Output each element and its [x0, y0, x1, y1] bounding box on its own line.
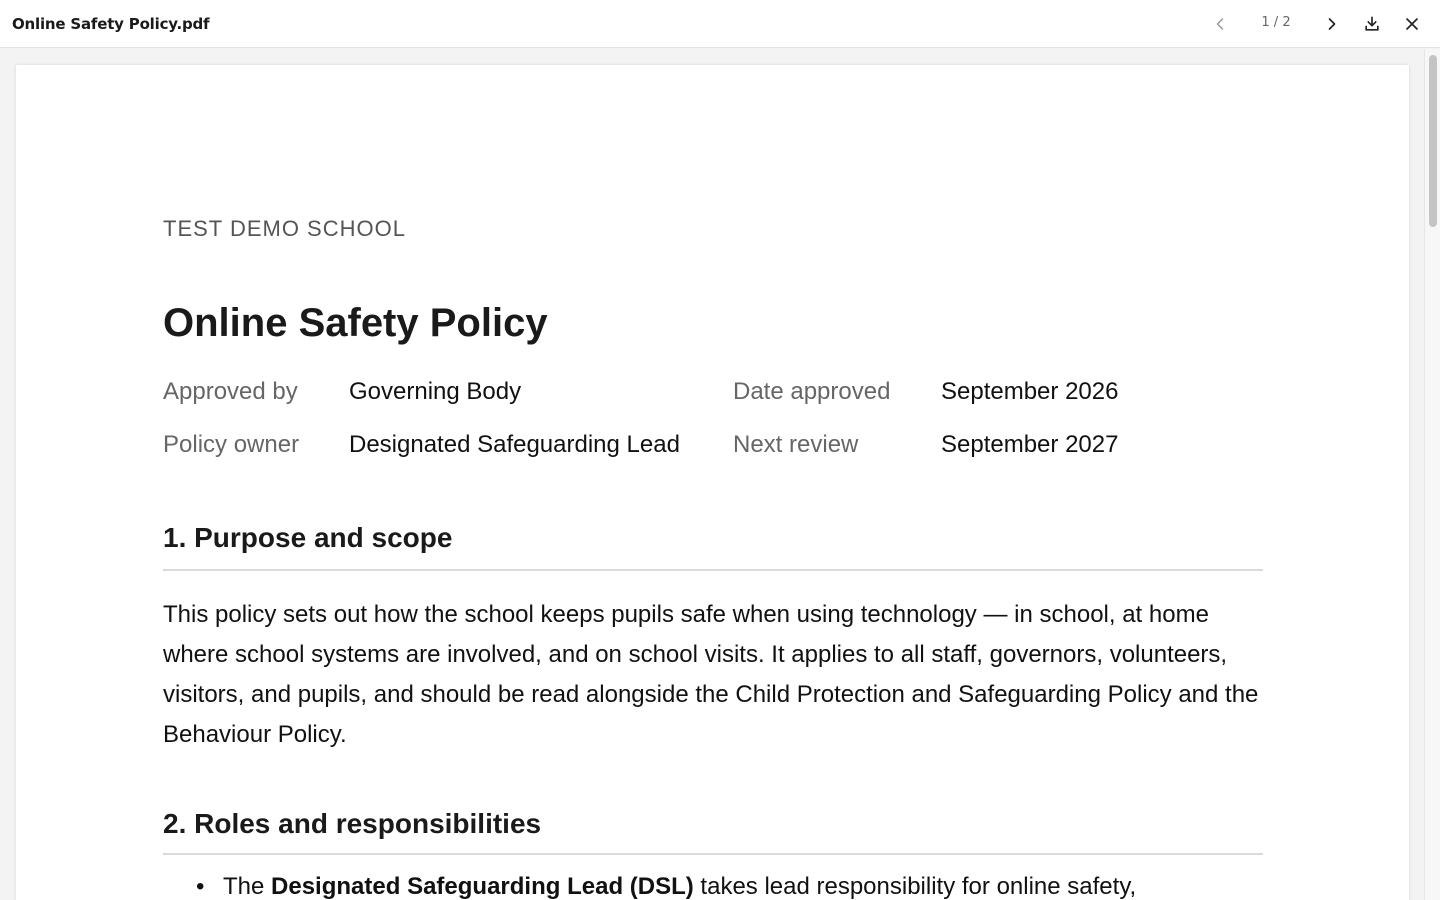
file-name: Online Safety Policy.pdf	[12, 15, 210, 33]
section-heading-purpose: 1. Purpose and scope	[163, 522, 453, 553]
bullet-bold-term: Designated Safeguarding Lead (DSL)	[271, 873, 694, 900]
chevron-right-icon	[1322, 14, 1342, 34]
approved-by-value: Governing Body	[349, 378, 522, 405]
download-button[interactable]	[1360, 12, 1384, 36]
bullet-suffix: takes lead responsibility for online safety,	[700, 873, 1137, 900]
approved-by-label: Approved by	[163, 378, 298, 405]
scrollbar-thumb[interactable]	[1429, 55, 1437, 227]
viewer-toolbar	[0, 0, 1440, 48]
section-divider	[163, 853, 1263, 855]
previous-page-button[interactable]	[1208, 12, 1232, 36]
section-body-purpose: This policy sets out how the school keeps pupils safe when using technology — in school, at home where school systems are involved, and on school visits. It applies to all staff, governors, volunteers, visitors, and pupils, and should be read alongside the Child Protection and Safeguarding Policy and the Behaviour Policy.	[163, 601, 1259, 748]
bullet-marker: •	[196, 873, 205, 900]
vertical-scrollbar[interactable]	[1424, 49, 1440, 900]
page-indicator: 1 / 2	[1261, 15, 1291, 30]
close-icon	[1402, 14, 1422, 34]
next-review-value: September 2027	[941, 431, 1119, 458]
bullet-prefix: The	[223, 873, 265, 900]
next-review-label: Next review	[733, 431, 859, 458]
document-title: Online Safety Policy	[163, 301, 548, 345]
policy-owner-value: Designated Safeguarding Lead	[349, 431, 680, 458]
pdf-page	[16, 65, 1409, 900]
date-approved-label: Date approved	[733, 378, 891, 405]
list-item	[223, 873, 1136, 900]
policy-owner-label: Policy owner	[163, 431, 300, 458]
chevron-left-icon	[1210, 14, 1230, 34]
next-page-button[interactable]	[1320, 12, 1344, 36]
date-approved-value: September 2026	[941, 378, 1119, 405]
download-icon	[1362, 14, 1382, 34]
school-name: TEST DEMO SCHOOL	[163, 216, 406, 241]
section-heading-roles: 2. Roles and responsibilities	[163, 808, 542, 839]
close-button[interactable]	[1400, 12, 1424, 36]
section-divider	[163, 569, 1263, 571]
pdf-viewport[interactable]	[0, 49, 1440, 900]
